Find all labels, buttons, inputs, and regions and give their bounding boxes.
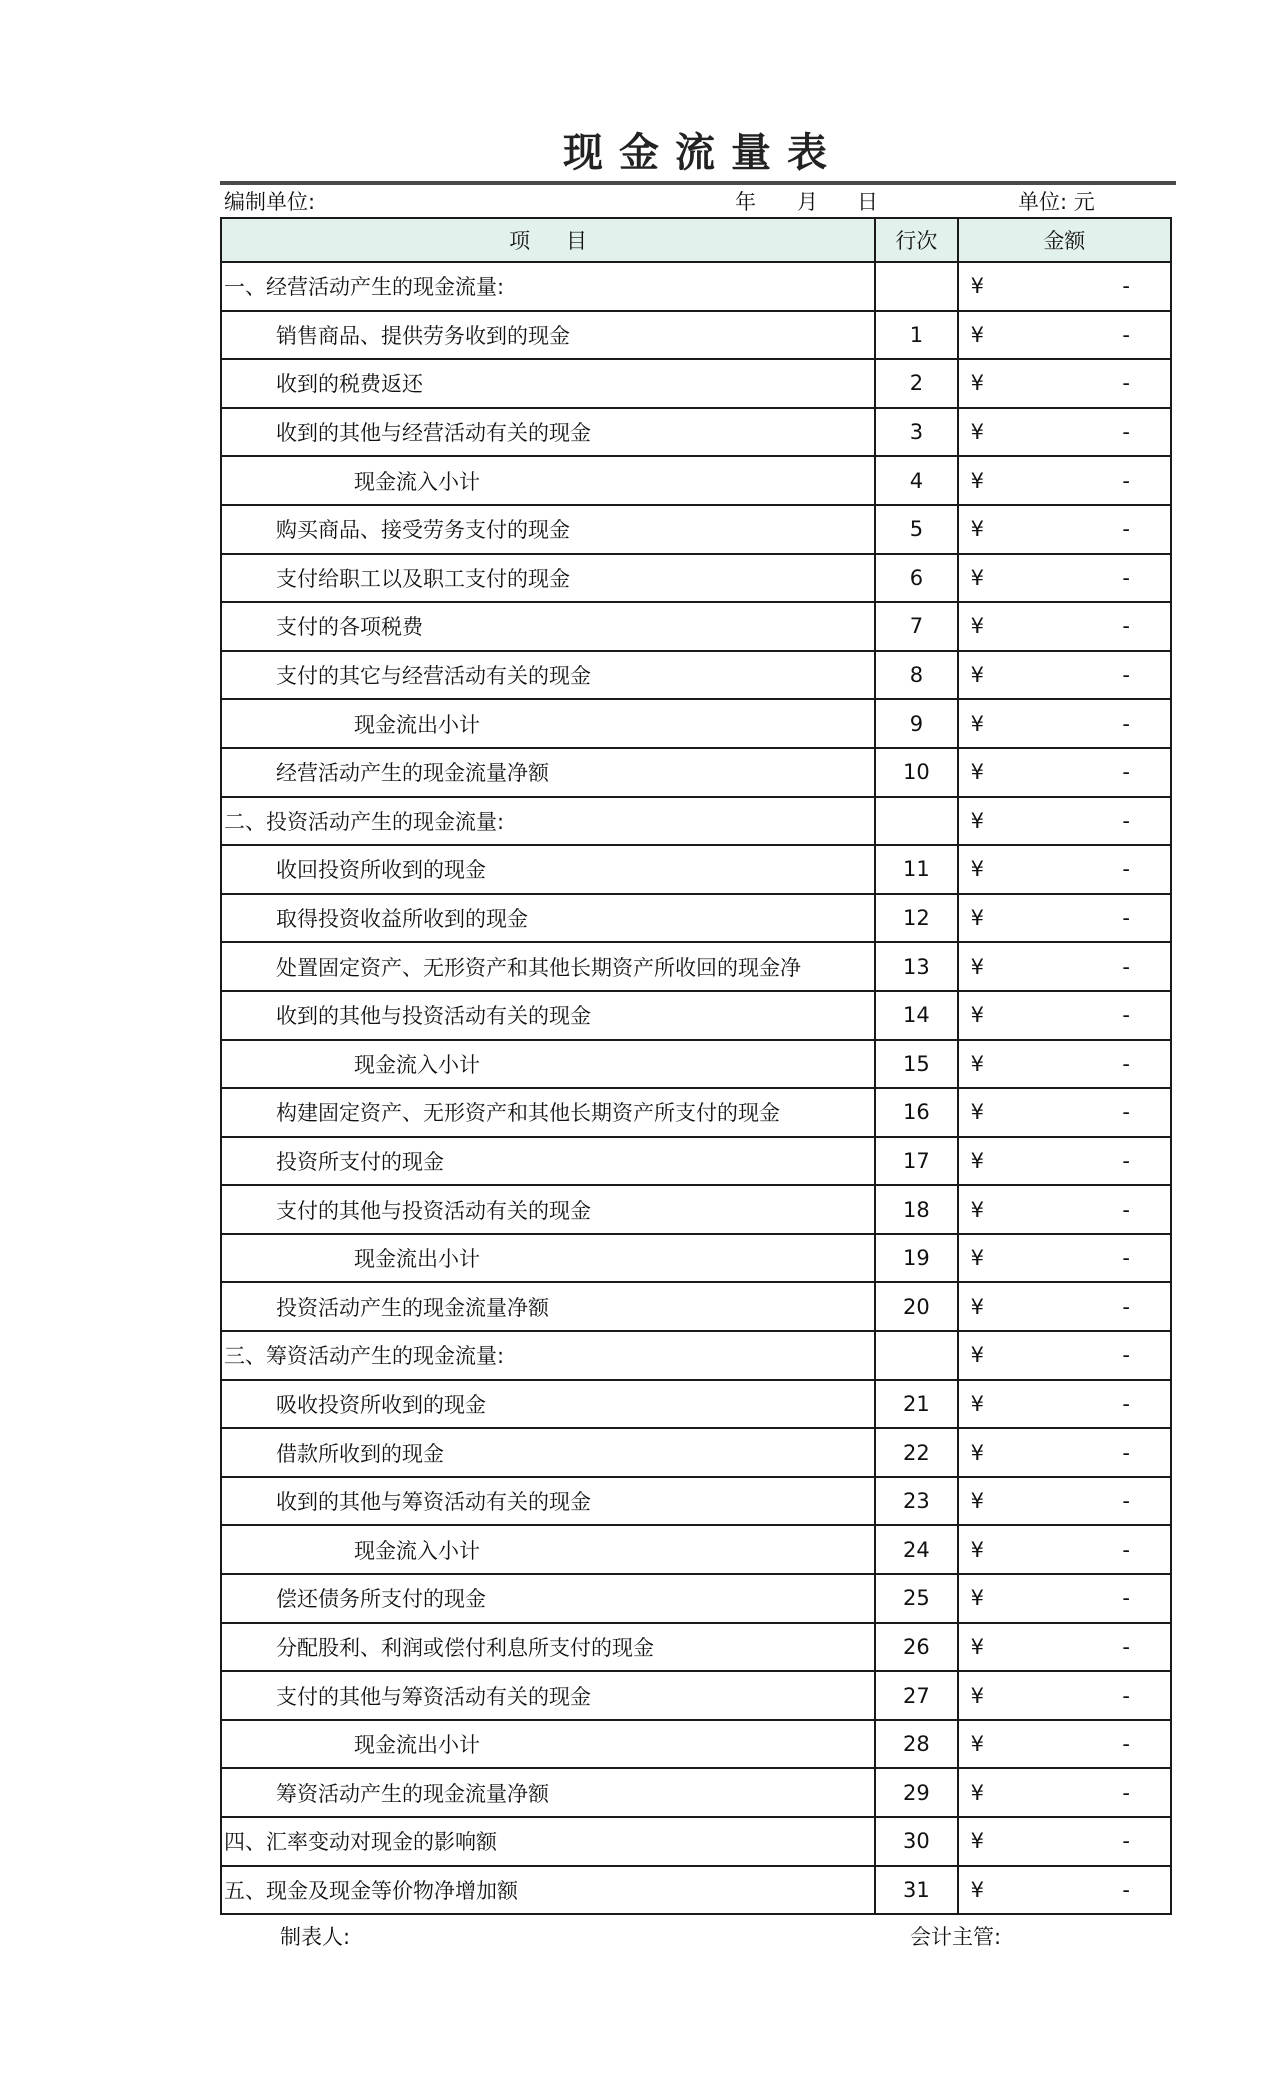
table-row	[221, 1137, 1171, 1186]
row-item-cell[interactable]	[221, 991, 875, 1040]
currency-symbol: ¥	[970, 1877, 985, 1902]
amount-value: -	[1122, 614, 1130, 639]
amount-value: -	[1122, 760, 1130, 785]
row-item-cell[interactable]	[221, 1720, 875, 1769]
row-amount-cell[interactable]	[958, 456, 1171, 505]
currency-symbol: ¥	[970, 468, 985, 493]
table-row	[221, 1185, 1171, 1234]
currency-symbol: ¥	[970, 322, 985, 347]
amount-value: -	[1122, 954, 1130, 979]
table-row	[221, 262, 1171, 311]
row-item-label: 支付的其他与投资活动有关的现金	[276, 1198, 591, 1223]
row-amount-cell[interactable]	[958, 1720, 1171, 1769]
row-amount-cell[interactable]	[958, 991, 1171, 1040]
amount-value: -	[1122, 1051, 1130, 1076]
day-label: 日	[857, 190, 878, 214]
row-item-label: 收到的其他与投资活动有关的现金	[276, 1004, 591, 1029]
row-line-number[interactable]: 5	[875, 505, 958, 554]
row-item-cell[interactable]	[221, 1671, 875, 1720]
row-item-cell[interactable]	[221, 408, 875, 457]
table-row	[221, 1768, 1171, 1817]
row-amount-cell[interactable]	[958, 797, 1171, 846]
row-amount-cell[interactable]	[958, 1574, 1171, 1623]
row-item-cell[interactable]	[221, 942, 875, 991]
row-item-cell[interactable]	[221, 1623, 875, 1672]
row-amount-cell[interactable]	[958, 359, 1171, 408]
row-item-cell[interactable]	[221, 359, 875, 408]
currency-symbol: ¥	[970, 954, 985, 979]
table-row	[221, 699, 1171, 748]
row-item-label: 五、现金及现金等价物净增加额	[224, 1878, 518, 1903]
row-line-number[interactable]: 4	[875, 456, 958, 505]
row-item-cell[interactable]	[221, 456, 875, 505]
table-row	[221, 408, 1171, 457]
table-row	[221, 1380, 1171, 1429]
table-row	[221, 1525, 1171, 1574]
row-item-label: 二、投资活动产生的现金流量:	[224, 809, 505, 834]
table-row	[221, 845, 1171, 894]
header-amount: 金额	[958, 218, 1171, 262]
row-item-cell[interactable]	[221, 1137, 875, 1186]
row-item-label: 购买商品、接受劳务支付的现金	[276, 518, 570, 543]
amount-value: -	[1122, 371, 1130, 396]
table-row	[221, 1574, 1171, 1623]
row-item-label: 四、汇率变动对现金的影响额	[224, 1830, 497, 1855]
currency-symbol: ¥	[970, 1440, 985, 1465]
currency-symbol: ¥	[970, 808, 985, 833]
currency-symbol: ¥	[970, 663, 985, 688]
table-row	[221, 1088, 1171, 1137]
row-item-cell[interactable]	[221, 894, 875, 943]
row-line-number[interactable]: 26	[875, 1623, 958, 1672]
amount-value: -	[1122, 1829, 1130, 1854]
row-item-cell[interactable]	[221, 602, 875, 651]
amount-value: -	[1122, 1003, 1130, 1028]
row-line-number[interactable]: 1	[875, 311, 958, 360]
row-item-label: 投资活动产生的现金流量净额	[276, 1295, 549, 1320]
amount-value: -	[1122, 808, 1130, 833]
table-row	[221, 1331, 1171, 1380]
row-item-label: 支付给职工以及职工支付的现金	[276, 566, 570, 591]
row-line-number[interactable]: 22	[875, 1428, 958, 1477]
table-row	[221, 942, 1171, 991]
row-item-cell[interactable]	[221, 1040, 875, 1089]
amount-value: -	[1122, 857, 1130, 882]
row-line-number[interactable]	[875, 797, 958, 846]
row-line-number[interactable]: 20	[875, 1282, 958, 1331]
table-row	[221, 311, 1171, 360]
org-label: 编制单位:	[224, 190, 316, 214]
row-item-label: 收到的其他与筹资活动有关的现金	[276, 1490, 591, 1515]
amount-value: -	[1122, 1391, 1130, 1416]
row-amount-cell[interactable]	[958, 1671, 1171, 1720]
row-line-number[interactable]: 24	[875, 1525, 958, 1574]
row-item-cell[interactable]	[221, 262, 875, 311]
currency-symbol: ¥	[970, 371, 985, 396]
row-item-cell[interactable]	[221, 1185, 875, 1234]
row-line-number[interactable]: 16	[875, 1088, 958, 1137]
amount-value: -	[1122, 1877, 1130, 1902]
currency-symbol: ¥	[970, 711, 985, 736]
row-item-label: 支付的其它与经营活动有关的现金	[276, 664, 591, 689]
row-item-cell[interactable]	[221, 1331, 875, 1380]
table-row	[221, 1040, 1171, 1089]
currency-symbol: ¥	[970, 1100, 985, 1125]
currency-symbol: ¥	[970, 1148, 985, 1173]
row-item-label: 支付的其他与筹资活动有关的现金	[276, 1684, 591, 1709]
table-row	[221, 1817, 1171, 1866]
table-row	[221, 748, 1171, 797]
row-amount-cell[interactable]	[958, 845, 1171, 894]
row-line-number[interactable]: 21	[875, 1380, 958, 1429]
row-amount-cell[interactable]	[958, 1380, 1171, 1429]
row-amount-cell[interactable]	[958, 1768, 1171, 1817]
row-amount-cell[interactable]	[958, 1234, 1171, 1283]
row-item-label: 筹资活动产生的现金流量净额	[276, 1781, 549, 1806]
row-item-label: 经营活动产生的现金流量净额	[276, 761, 549, 786]
row-item-label: 现金流出小计	[354, 1733, 480, 1758]
row-amount-cell[interactable]	[958, 651, 1171, 700]
row-amount-cell[interactable]	[958, 699, 1171, 748]
row-amount-cell[interactable]	[958, 748, 1171, 797]
currency-symbol: ¥	[970, 565, 985, 590]
row-line-number[interactable]: 14	[875, 991, 958, 1040]
row-item-label: 偿还债务所支付的现金	[276, 1587, 486, 1612]
row-amount-cell[interactable]	[958, 1623, 1171, 1672]
row-line-number[interactable]: 23	[875, 1477, 958, 1526]
row-amount-cell[interactable]	[958, 1088, 1171, 1137]
table-row	[221, 359, 1171, 408]
amount-value: -	[1122, 1634, 1130, 1659]
currency-symbol: ¥	[970, 760, 985, 785]
row-item-label: 收到的其他与经营活动有关的现金	[276, 421, 591, 446]
row-item-cell[interactable]	[221, 505, 875, 554]
row-item-label: 处置固定资产、无形资产和其他长期资产所收回的现金净	[276, 955, 801, 980]
row-item-cell[interactable]	[221, 797, 875, 846]
table-row	[221, 894, 1171, 943]
table-row	[221, 1866, 1171, 1915]
amount-value: -	[1122, 1440, 1130, 1465]
row-line-number[interactable]: 2	[875, 359, 958, 408]
amount-value: -	[1122, 1148, 1130, 1173]
amount-value: -	[1122, 711, 1130, 736]
table-row	[221, 505, 1171, 554]
currency-symbol: ¥	[970, 1343, 985, 1368]
row-item-cell[interactable]	[221, 1525, 875, 1574]
title-divider	[220, 181, 1176, 185]
row-amount-cell[interactable]	[958, 942, 1171, 991]
amount-value: -	[1122, 1586, 1130, 1611]
preparer-label: 制表人:	[280, 1925, 351, 1949]
row-item-label: 收到的税费返还	[276, 372, 423, 397]
row-amount-cell[interactable]	[958, 1817, 1171, 1866]
table-row	[221, 1234, 1171, 1283]
currency-symbol: ¥	[970, 1634, 985, 1659]
table-row	[221, 1720, 1171, 1769]
amount-value: -	[1122, 1537, 1130, 1562]
row-line-number[interactable]: 3	[875, 408, 958, 457]
table-row	[221, 602, 1171, 651]
row-item-cell[interactable]	[221, 1768, 875, 1817]
row-item-cell[interactable]	[221, 1088, 875, 1137]
row-amount-cell[interactable]	[958, 1428, 1171, 1477]
amount-value: -	[1122, 1197, 1130, 1222]
amount-value: -	[1122, 565, 1130, 590]
currency-symbol: ¥	[970, 1294, 985, 1319]
amount-value: -	[1122, 1343, 1130, 1368]
currency-symbol: ¥	[970, 1197, 985, 1222]
table-row	[221, 554, 1171, 603]
row-amount-cell[interactable]	[958, 1040, 1171, 1089]
row-item-cell[interactable]	[221, 311, 875, 360]
row-amount-cell[interactable]	[958, 1185, 1171, 1234]
row-item-label: 现金流出小计	[354, 712, 480, 737]
header-line-number: 行次	[875, 218, 958, 262]
row-item-label: 一、经营活动产生的现金流量:	[224, 275, 505, 300]
row-line-number[interactable]: 27	[875, 1671, 958, 1720]
currency-symbol: ¥	[970, 1586, 985, 1611]
currency-symbol: ¥	[970, 857, 985, 882]
currency-symbol: ¥	[970, 1391, 985, 1416]
row-line-number[interactable]: 29	[875, 1768, 958, 1817]
row-item-label: 现金流入小计	[354, 1052, 480, 1077]
row-line-number[interactable]: 31	[875, 1866, 958, 1915]
row-line-number[interactable]: 28	[875, 1720, 958, 1769]
cash-flow-table	[220, 217, 1172, 1915]
table-row	[221, 1623, 1171, 1672]
row-item-cell[interactable]	[221, 554, 875, 603]
row-item-label: 现金流出小计	[354, 1247, 480, 1272]
currency-symbol: ¥	[970, 420, 985, 445]
row-item-label: 支付的各项税费	[276, 615, 423, 640]
row-item-cell[interactable]	[221, 651, 875, 700]
row-amount-cell[interactable]	[958, 1282, 1171, 1331]
currency-symbol: ¥	[970, 906, 985, 931]
row-line-number[interactable]: 17	[875, 1137, 958, 1186]
month-label: 月	[797, 190, 818, 214]
table-body	[221, 262, 1171, 1914]
amount-value: -	[1122, 1294, 1130, 1319]
row-amount-cell[interactable]	[958, 1525, 1171, 1574]
table-header-row	[221, 218, 1171, 262]
table-row	[221, 1671, 1171, 1720]
row-item-label: 销售商品、提供劳务收到的现金	[276, 323, 570, 348]
row-item-label: 借款所收到的现金	[276, 1441, 444, 1466]
currency-symbol: ¥	[970, 1003, 985, 1028]
header-item: 项目	[221, 218, 875, 262]
row-line-number[interactable]: 30	[875, 1817, 958, 1866]
amount-value: -	[1122, 1100, 1130, 1125]
page-title: 现金流量表	[563, 130, 843, 176]
currency-symbol: ¥	[970, 517, 985, 542]
amount-value: -	[1122, 1246, 1130, 1271]
row-item-cell[interactable]	[221, 1380, 875, 1429]
currency-symbol: ¥	[970, 1489, 985, 1514]
row-amount-cell[interactable]	[958, 262, 1171, 311]
row-item-cell[interactable]	[221, 1817, 875, 1866]
row-line-number[interactable]: 18	[875, 1185, 958, 1234]
row-amount-cell[interactable]	[958, 505, 1171, 554]
row-amount-cell[interactable]	[958, 408, 1171, 457]
amount-value: -	[1122, 274, 1130, 299]
currency-symbol: ¥	[970, 1051, 985, 1076]
row-amount-cell[interactable]	[958, 894, 1171, 943]
row-line-number[interactable]: 10	[875, 748, 958, 797]
row-amount-cell[interactable]	[958, 1331, 1171, 1380]
row-line-number[interactable]: 25	[875, 1574, 958, 1623]
row-item-cell[interactable]	[221, 1574, 875, 1623]
amount-value: -	[1122, 322, 1130, 347]
currency-symbol: ¥	[970, 274, 985, 299]
row-item-label: 收回投资所收到的现金	[276, 858, 486, 883]
currency-symbol: ¥	[970, 614, 985, 639]
row-amount-cell[interactable]	[958, 1866, 1171, 1915]
row-line-number[interactable]	[875, 1331, 958, 1380]
row-item-cell[interactable]	[221, 845, 875, 894]
currency-symbol: ¥	[970, 1829, 985, 1854]
row-item-label: 三、筹资活动产生的现金流量:	[224, 1344, 505, 1369]
table-row	[221, 456, 1171, 505]
supervisor-label: 会计主管:	[910, 1925, 1002, 1949]
amount-value: -	[1122, 906, 1130, 931]
table-row	[221, 1428, 1171, 1477]
row-line-number[interactable]: 15	[875, 1040, 958, 1089]
row-amount-cell[interactable]	[958, 602, 1171, 651]
currency-symbol: ¥	[970, 1732, 985, 1757]
table-row	[221, 797, 1171, 846]
row-item-label: 投资所支付的现金	[276, 1149, 444, 1174]
amount-value: -	[1122, 1732, 1130, 1757]
row-item-label: 现金流入小计	[354, 469, 480, 494]
row-item-label: 取得投资收益所收到的现金	[276, 907, 528, 932]
row-amount-cell[interactable]	[958, 1137, 1171, 1186]
row-line-number[interactable]: 19	[875, 1234, 958, 1283]
table-row	[221, 651, 1171, 700]
row-item-cell[interactable]	[221, 1866, 875, 1915]
row-line-number[interactable]: 13	[875, 942, 958, 991]
amount-value: -	[1122, 1683, 1130, 1708]
unit-label: 单位: 元	[1018, 190, 1095, 214]
row-item-cell[interactable]	[221, 1282, 875, 1331]
row-item-label: 构建固定资产、无形资产和其他长期资产所支付的现金	[276, 1101, 780, 1126]
row-line-number[interactable]: 7	[875, 602, 958, 651]
currency-symbol: ¥	[970, 1683, 985, 1708]
row-line-number[interactable]: 12	[875, 894, 958, 943]
row-amount-cell[interactable]	[958, 1477, 1171, 1526]
currency-symbol: ¥	[970, 1246, 985, 1271]
row-line-number[interactable]: 6	[875, 554, 958, 603]
row-item-label: 吸收投资所收到的现金	[276, 1392, 486, 1417]
currency-symbol: ¥	[970, 1780, 985, 1805]
row-item-label: 分配股利、利润或偿付利息所支付的现金	[276, 1635, 654, 1660]
row-line-number[interactable]: 11	[875, 845, 958, 894]
row-item-cell[interactable]	[221, 1477, 875, 1526]
row-line-number[interactable]: 8	[875, 651, 958, 700]
row-item-cell[interactable]	[221, 1234, 875, 1283]
row-amount-cell[interactable]	[958, 554, 1171, 603]
row-item-cell[interactable]	[221, 748, 875, 797]
table-row	[221, 1282, 1171, 1331]
row-item-label: 现金流入小计	[354, 1538, 480, 1563]
amount-value: -	[1122, 468, 1130, 493]
amount-value: -	[1122, 1780, 1130, 1805]
amount-value: -	[1122, 663, 1130, 688]
year-label: 年	[735, 190, 756, 214]
row-line-number[interactable]	[875, 262, 958, 311]
row-line-number[interactable]: 9	[875, 699, 958, 748]
currency-symbol: ¥	[970, 1537, 985, 1562]
table-row	[221, 1477, 1171, 1526]
row-item-cell[interactable]	[221, 699, 875, 748]
amount-value: -	[1122, 420, 1130, 445]
table-row	[221, 991, 1171, 1040]
amount-value: -	[1122, 1489, 1130, 1514]
row-item-cell[interactable]	[221, 1428, 875, 1477]
row-amount-cell[interactable]	[958, 311, 1171, 360]
amount-value: -	[1122, 517, 1130, 542]
